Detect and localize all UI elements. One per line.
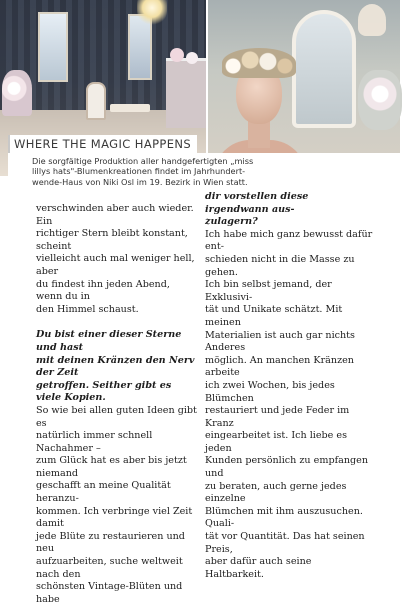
body-line: So wie bei allen guten Ideen gibt es	[36, 404, 197, 429]
interview-question-line: dir vorstellen diese irgendwann aus-	[205, 191, 309, 215]
caption-text	[32, 156, 332, 187]
body-line: vielleicht auch mal weniger hell, aber	[36, 253, 195, 277]
interview-question-line: mit deinen Kränzen den Nerv der Zeit	[36, 354, 195, 379]
article-column-left	[36, 203, 198, 606]
body-line: Materialien ist auch gar nichts Anderes	[205, 329, 355, 354]
body-line: tät vor Quantität. Das hat seinen Preis,	[205, 531, 365, 555]
body-line: tät und Unikate schätzt. Mit meinen	[205, 304, 343, 328]
paragraph-gap	[36, 316, 198, 329]
body-line: den Himmel schaust.	[36, 303, 139, 315]
mirror-shape	[292, 10, 356, 128]
caption-line: wende-Haus von Niki Osl im 19. Bezirk in Wien statt.	[32, 176, 248, 187]
body-line: zu beraten, auch gerne jedes einzelne	[205, 480, 347, 505]
body-line: restauriert und jede Feder im Kranz	[205, 405, 350, 429]
body-line: geschafft an meine Qualität heranzu-	[36, 480, 171, 505]
body-line: du findest ihn jeden Abend, wenn du in	[36, 278, 170, 303]
body-line: schönsten Vintage-Blüten und habe	[36, 581, 183, 605]
body-line: möglich. An manchen Kränzen arbeite	[205, 354, 354, 379]
body-line: aufzuarbeiten, suche weltweit nach den	[36, 556, 183, 580]
body-line: natürlich immer schnell Nachahmer –	[36, 430, 153, 454]
flower-crown-shape	[222, 48, 296, 78]
flower-arrangement-shape	[2, 70, 32, 116]
lamp-shape	[358, 4, 386, 36]
body-line: richtiger Stern bleibt konstant, scheint	[36, 228, 188, 252]
shelf-shape	[166, 58, 206, 128]
caption-title: WHERE THE MAGIC HAPPENS	[8, 135, 197, 153]
caption-line: lillys hats"-Blumenkreationen findet im Jahrhundert-	[32, 166, 246, 177]
body-line: aber dafür auch seine Haltbarkeit.	[205, 556, 312, 580]
body-line: kommen. Ich verbringe viel Zeit damit	[36, 505, 193, 530]
flower-shape	[186, 52, 198, 64]
body-line: zum Glück hat es aber bis jetzt niemand	[36, 455, 187, 479]
photo-window	[38, 12, 68, 82]
body-line: Ich bin selbst jemand, der Exklusivi-	[205, 279, 332, 303]
body-line: Ich habe mich ganz bewusst dafür ent-	[205, 228, 373, 253]
table-shape	[110, 104, 150, 112]
article-column-right	[205, 191, 373, 581]
interview-question-line: Du bist einer dieser Sterne und hast	[36, 329, 182, 353]
chair-shape	[86, 82, 106, 120]
caption-line: Die sorgfältige Produktion aller handgefertigten „miss	[32, 156, 254, 166]
body-line: jede Blüte zu restaurieren und neu	[36, 530, 185, 555]
body-line: Kunden persönlich zu empfangen und	[205, 455, 369, 480]
interview-question-line: getroffen. Seither gibt es viele Kopien.	[36, 379, 172, 404]
body-line: ich zwei Wochen, bis jedes Blümchen	[205, 379, 335, 404]
body-line: schieden nicht in die Masse zu gehen.	[205, 253, 355, 278]
flower-shape	[170, 48, 184, 62]
flower-arrangement-shape	[358, 70, 402, 130]
body-line: Blümchen mit ihm auszusuchen. Quali-	[205, 505, 363, 530]
interview-question-line: zulagern?	[205, 216, 258, 228]
body-line: eingearbeitet ist. Ich liebe es jeden	[205, 430, 347, 454]
body-line: verschwinden aber auch wieder. Ein	[36, 203, 194, 227]
mannequin-photo	[208, 0, 400, 176]
